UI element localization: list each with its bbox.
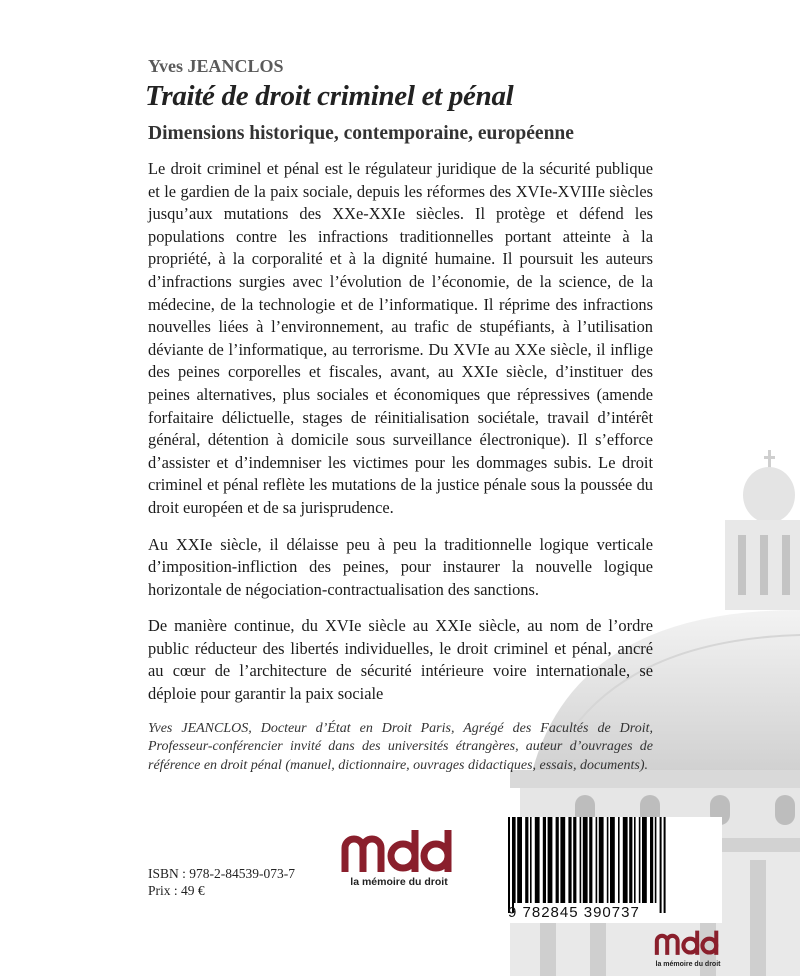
- barcode-guard-bar: [664, 817, 666, 913]
- barcode-bar: [610, 817, 615, 903]
- book-subtitle: Dimensions historique, contemporaine, européenne: [148, 123, 574, 144]
- barcode-bar: [629, 817, 632, 903]
- publisher-logo-small: [648, 926, 728, 968]
- publisher-tagline-small: la mémoire du droit: [655, 961, 721, 968]
- book-info: [148, 865, 295, 899]
- barcode-bar: [514, 817, 516, 903]
- barcode-bar: [596, 817, 598, 903]
- barcode-guard-bar: [512, 817, 514, 913]
- barcode-bar: [530, 817, 532, 903]
- barcode-guard-bar: [508, 817, 510, 913]
- paragraph-2: Au XXIe siècle, il délaisse peu à peu la traditionnelle logique verticale d’imposition-infliction des peines, pour instaurer la nouvelle logique horizontale de négociation-contractualisation des sanctions.: [148, 534, 653, 599]
- publisher-logo: [338, 822, 460, 888]
- barcode-bar: [639, 817, 641, 903]
- barcode-guard-bar: [660, 817, 662, 913]
- barcode-bar: [618, 817, 620, 903]
- barcode-bar: [517, 817, 522, 903]
- back-cover-text: [148, 158, 653, 789]
- barcode-bar: [560, 817, 565, 903]
- barcode-bar: [655, 817, 657, 903]
- publisher-tagline: la mémoire du droit: [350, 876, 448, 888]
- barcode-bar: [599, 817, 604, 903]
- barcode-bar: [607, 817, 609, 903]
- barcode-bar: [573, 817, 576, 903]
- price: Prix : 49 €: [148, 883, 205, 898]
- barcode-bar: [642, 817, 647, 903]
- barcode-bar: [583, 817, 588, 903]
- barcode-bar: [650, 817, 653, 903]
- isbn: ISBN : 978-2-84539-073-7: [148, 866, 295, 881]
- mdd-logo-small-icon: [650, 926, 726, 956]
- barcode-bar: [548, 817, 553, 903]
- barcode-number: 9 782845 390737: [508, 904, 640, 921]
- author-name: Yves JEANCLOS: [148, 56, 284, 76]
- barcode-bar: [580, 817, 582, 903]
- barcode-bar: [543, 817, 546, 903]
- barcode-bar: [535, 817, 540, 903]
- mdd-logo-icon: [340, 822, 458, 874]
- barcode-bar: [568, 817, 571, 903]
- barcode-bar: [623, 817, 628, 903]
- author-bio: Yves JEANCLOS, Docteur d’État en Droit Paris, Agrégé des Facultés de Droit, Professeur-conférencier invité dans des universités étrangères, auteur d’ouvrages de référence en droit pénal (manuel, dictionnaire, ouvrages didactiques, essais, documents).: [148, 720, 653, 773]
- book-title: Traité de droit criminel et pénal: [145, 80, 514, 112]
- paragraph-1: Le droit criminel et pénal est le régulateur juridique de la sécurité publique et le gardien de la paix sociale, depuis les réformes des XVIe-XVIIIe siècles jusqu’aux mutations des XXe-XXIe siècles. Il protège et défend les populations contre les infractions traditionnelles portant atteinte à la propriété, à la corporalité et à la dignité humaine. Il poursuit les auteurs d’infractions surgies avec l’évolution de l’économie, de la science, de la médecine, de la technologie et de l’informatique. Il réprime des infractions nouvelles liées à l’environnement, au trafic de stupéfiants, à l’utilisation déviante de l’informatique, au terrorisme. Du XVIe au XXe siècle, il inflige des peines corporelles et fiscales, avant, au XXIe siècle, d’instituer des peines alternatives, plus sociales et économiques que répressives (amende forfaitaire délictuelle, stages de réinitialisation sociétale, travail d’intérêt général, détention à domicile sous surveillance électronique). Il s’efforce d’assister et d’indemniser les victimes pour les dommages subis. Le droit criminel et pénal reflète les mutations de la justice pénale sous la poussée du droit européen et de sa jurisprudence.: [148, 159, 653, 517]
- barcode-bar: [525, 817, 528, 903]
- barcode-bar: [634, 817, 636, 903]
- barcode-bar: [556, 817, 559, 903]
- barcode-bar: [589, 817, 592, 903]
- paragraph-3: De manière continue, du XVIe siècle au XXIe siècle, au nom de l’ordre public réducteur des libertés individuelles, le droit criminel et pénal, ancré au cœur de l’architecture de sécurité intérieure voire internationale, se déploie pour garantir la paix sociale: [148, 616, 653, 704]
